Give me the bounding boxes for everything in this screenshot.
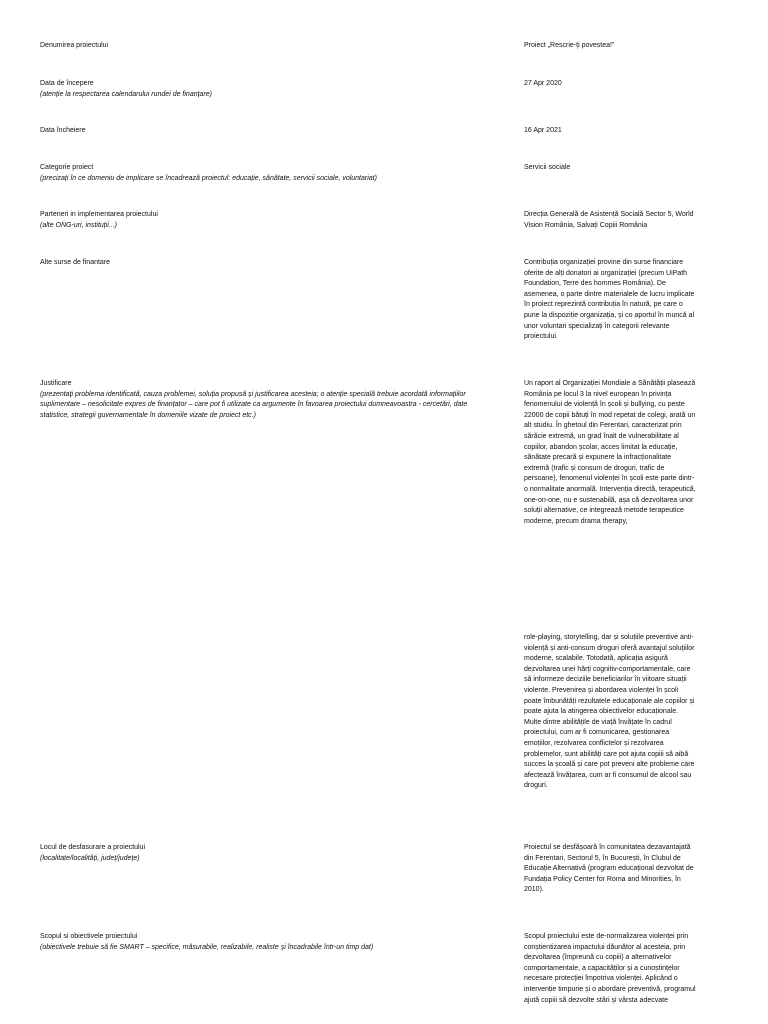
row-label-partners: Parteneri in implementarea proiectului (alte ONG-uri, instituții...) (40, 211, 158, 229)
row-label-location: Locul de desfasurare a proiectului (localitate/localități, județ/județe) (40, 844, 146, 862)
row-value-partners: Direcția Generală de Asistență Socială Sector 5, World Vision România, Salvați Copiii România (524, 211, 694, 229)
row-value-justification: Un raport al Organizației Mondiale a Sănătății plasează România pe locul 3 la nivel european în privința fenomenului de violență în școli și bullying, cu peste 22000 de copii bătuți în mod repetat de colegi, arată un alt studiu. În ghetoul din Ferentari, caracterizat prin sărăcie extremă, un grad înalt de vulnerabilitate al copiilor, abandon școlar, acces limitat la educație, sănătate precară și expunere la infracționalitate extremă (trafic și consum de droguri, trafic de persoane), fenomenul violenței în școli este parte dintr-o normalitate anormală. Intervenția directă, terapeutică, one-on-one, nu e sustenabilă, așa că dezvoltarea unor soluții alternative, ce integrează metode terapeutice moderne, precum drama therapy, (524, 380, 696, 525)
row-value-justification-continued: role-playing, storytelling, dar și soluțiile preventive anti-violență și anti-consum droguri oferă avantajul soluțiilor moderne, scalabile. Totodată, aplicația asigură dezvoltarea unei hărți cognitiv-comportamentale, care să informeze deciziile beneficiarilor în viitoare situații violente. Prevenirea și abordarea violenței în școli poate îmbunătăți rezultatele educaționale ale copiilor și poate ajuta la atingerea obiectivelor educaționale. Multe dintre abilitățile de viață învățate în cadrul proiectului, cum ar fi comunicarea, gestionarea emoțiilor, rezolvarea conflictelor și rezolvarea problemelor, sunt abilități care pot ajuta copiii să aibă succes la școală și care pot preveni alte probleme care afectează învățarea, cum ar fi consumul de alcool sau droguri. (524, 634, 695, 790)
row-label-project-name: Denumirea proiectului (40, 42, 109, 49)
row-label-start-date: Data de începere (atenție la respectarea calendarului rundei de finanțare) (40, 80, 212, 98)
row-value-category: Servicii sociale (524, 164, 571, 171)
row-label-justification: Justificare (prezentați problema identificată, cauza problemei, soluția propusă și justificarea acesteia; o atenție specială trebuie acordată informațiilor suplimentare – nesolicitate expres de finanțator – care pot fi utilizate ca argumente în favoarea proiectului dumneavoastra - cercetări, date statistice, strategii guvernamentale în domeniile vizate de proiect etc.) (40, 380, 468, 419)
row-value-other-funding: Contribuția organizației provine din surse financiare oferite de alți donatori ai organizației (precum UiPath Foundation, Terre des hommes România). De asemenea, o parte dintre materialele de lucru implicate în proiect reprezintă contribuția în natură, pe care o pune la dispoziție organizația, și co aportul în muncă al unor voluntari specializați în categorii relevante proiectului. (524, 259, 695, 341)
row-label-other-funding: Alte surse de finantare (40, 259, 111, 266)
row-label-goals: Scopul si obiectivele proiectului (obiectivele trebuie să fie SMART – specifice, măsurabile, realizabile, realiste și încadrabile într-un timp dat) (40, 933, 374, 951)
row-value-location: Proiectul se desfășoară în comunitatea dezavantajată din Ferentari, Sectorul 5, în București, în Clubul de Educație Alternativă (program educațional dezvoltat de Fundația Policy Center for Roma and Minorities, în 2010). (524, 844, 694, 894)
row-label-end-date: Data încheiere (40, 127, 86, 134)
row-value-start-date: 27 Apr 2020 (524, 80, 562, 87)
row-value-goals: Scopul proiectului este de-normalizarea violenței prin conștientizarea impactului dăunător al acesteia, prin dezvoltarea (împreună cu copiii) a alternativelor comportamentale, a capacităților și a cunoștințelor necesare protecției împotriva violenței. Aplicând o intervenție timpurie și o abordare preventivă, programul ajută copiii să dezvolte stări și vârsta adecvate (524, 933, 696, 1004)
row-label-category: Categorie proiect (precizați în ce domeniu de implicare se încadrează proiectul: educație, sănătate, servicii sociale, voluntariat) (40, 164, 377, 182)
row-value-end-date: 16 Apr 2021 (524, 127, 562, 134)
row-value-project-name: Proiect „Rescrie-ți povestea!” (524, 42, 615, 49)
